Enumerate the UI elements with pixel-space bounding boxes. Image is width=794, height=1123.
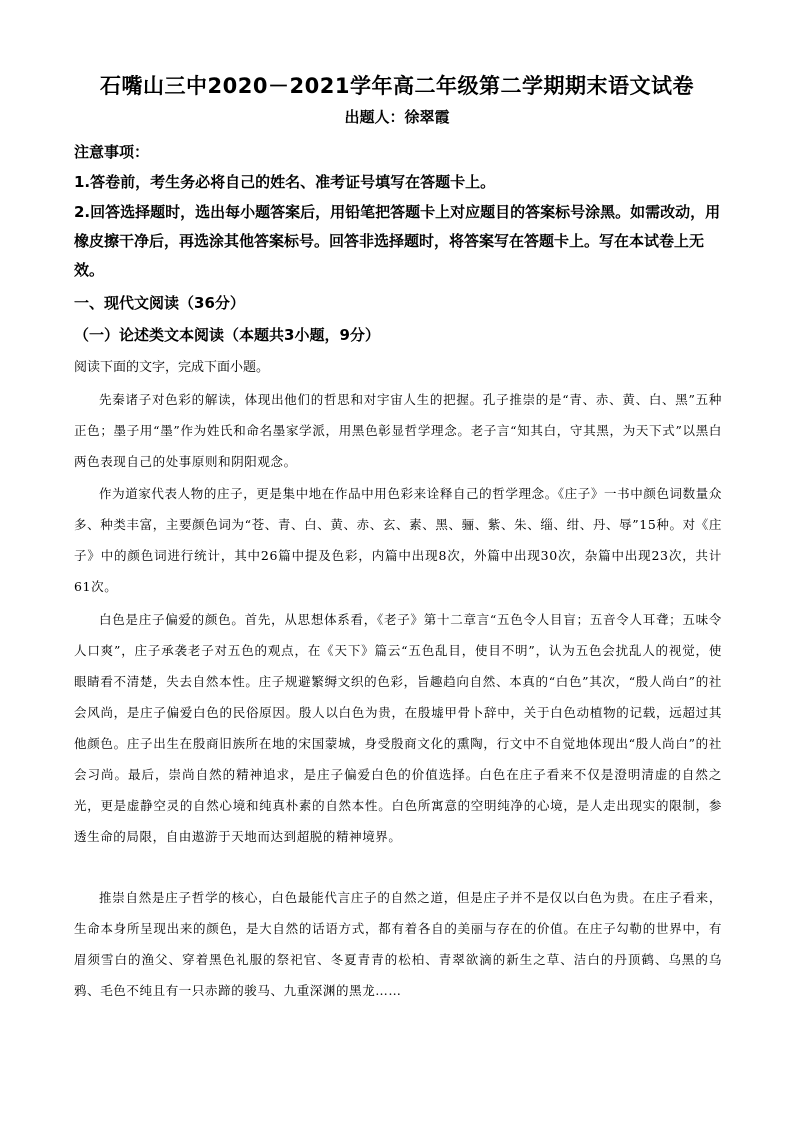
subsection-title: （一）论述类文本阅读（本题共3小题，9分） (74, 326, 380, 344)
notice-item-2: 2.回答选择题时，选出每小题答案后，用铅笔把答题卡上对应题目的答案标号涂黑。如需改动，用橡皮擦干净后，再选涂其他答案标号。回答非选择题时，将答案写在答题卡上。写在本试卷上无效。 (74, 203, 721, 279)
passage-paragraph-2: 作为道家代表人物的庄子，更是集中地在作品中用色彩来诠释自己的哲学理念。《庄子》一书中颜色词数量众多、种类丰富，主要颜色词为“苍、青、白、黄、赤、玄、素、黑、骊、紫、朱、缁、绀、丹、辱”15种。对《庄子》中的颜色词进行统计，其中26篇中提及色彩，内篇中出现8次，外篇中出现30次，杂篇中出现23次，共计61次。 (74, 486, 722, 594)
exam-title: 石嘴山三中2020－2021学年高二年级第二学期期末语文试卷 (100, 74, 694, 98)
notice-item-1: 1.答卷前，考生务必将自己的姓名、准考证号填写在答题卡上。 (74, 173, 496, 191)
section-title: 一、现代文阅读（36分） (74, 294, 245, 312)
passage-paragraph-1: 先秦诸子对色彩的解读，体现出他们的哲思和对宇宙人生的把握。孔子推崇的是“青、赤、黄、白、黑”五种正色；墨子用“墨”作为姓氏和命名墨家学派，用黑色彰显哲学理念。老子言“知其白，守其黑，为天下式”以黑白两色表现自己的处事原则和阴阳观念。 (74, 392, 722, 469)
exam-author: 出题人：徐翠霞 (344, 108, 450, 126)
reading-instruction: 阅读下面的文字，完成下面小题。 (74, 360, 270, 375)
notice-heading: 注意事项： (74, 143, 150, 161)
passage-paragraph-3: 白色是庄子偏爱的颜色。首先，从思想体系看，《老子》第十二章言“五色令人目盲；五音令人耳聋；五味令人口爽”，庄子承袭老子对五色的观点，在《天下》篇云“五色乱目，使目不明”，认为五色会扰乱人的视觉，使眼睛看不清楚，失去自然本性。庄子规避繁缛文织的色彩，旨趣趋向自然、本真的“白色”其次，“殷人尚白”的社会风尚，是庄子偏爱白色的民俗原因。殷人以白色为贵，在殷墟甲骨卜辞中，关于白色动植物的记载，远超过其他颜色。庄子出生在殷商旧族所在地的宋国蒙城，身受殷商文化的熏陶，行文中不自觉地体现出“殷人尚白”的社会习尚。最后，崇尚自然的精神追求，是庄子偏爱白色的价值选择。白色在庄子看来不仅是澄明清虚的自然之光，更是虚静空灵的自然心境和纯真朴素的自然本性。白色所寓意的空明纯净的心境，是人走出现实的限制，参透生命的局限，自由遨游于天地而达到超脱的精神境界。 (74, 612, 722, 844)
passage-paragraph-4: 推崇自然是庄子哲学的核心，白色最能代言庄子的自然之道，但是庄子并不是仅以白色为贵。在庄子看来，生命本身所呈现出来的颜色，是大自然的话语方式，都有着各自的美丽与存在的价值。在庄子勾勒的世界中，有眉须雪白的渔父、穿着黑色礼服的祭祀官、冬夏青青的松柏、青翠欲滴的新生之草、洁白的丹顶鹤、乌黑的乌鸦、毛色不纯且有一只赤蹄的骏马、九重深渊的黑龙…… (74, 890, 722, 998)
